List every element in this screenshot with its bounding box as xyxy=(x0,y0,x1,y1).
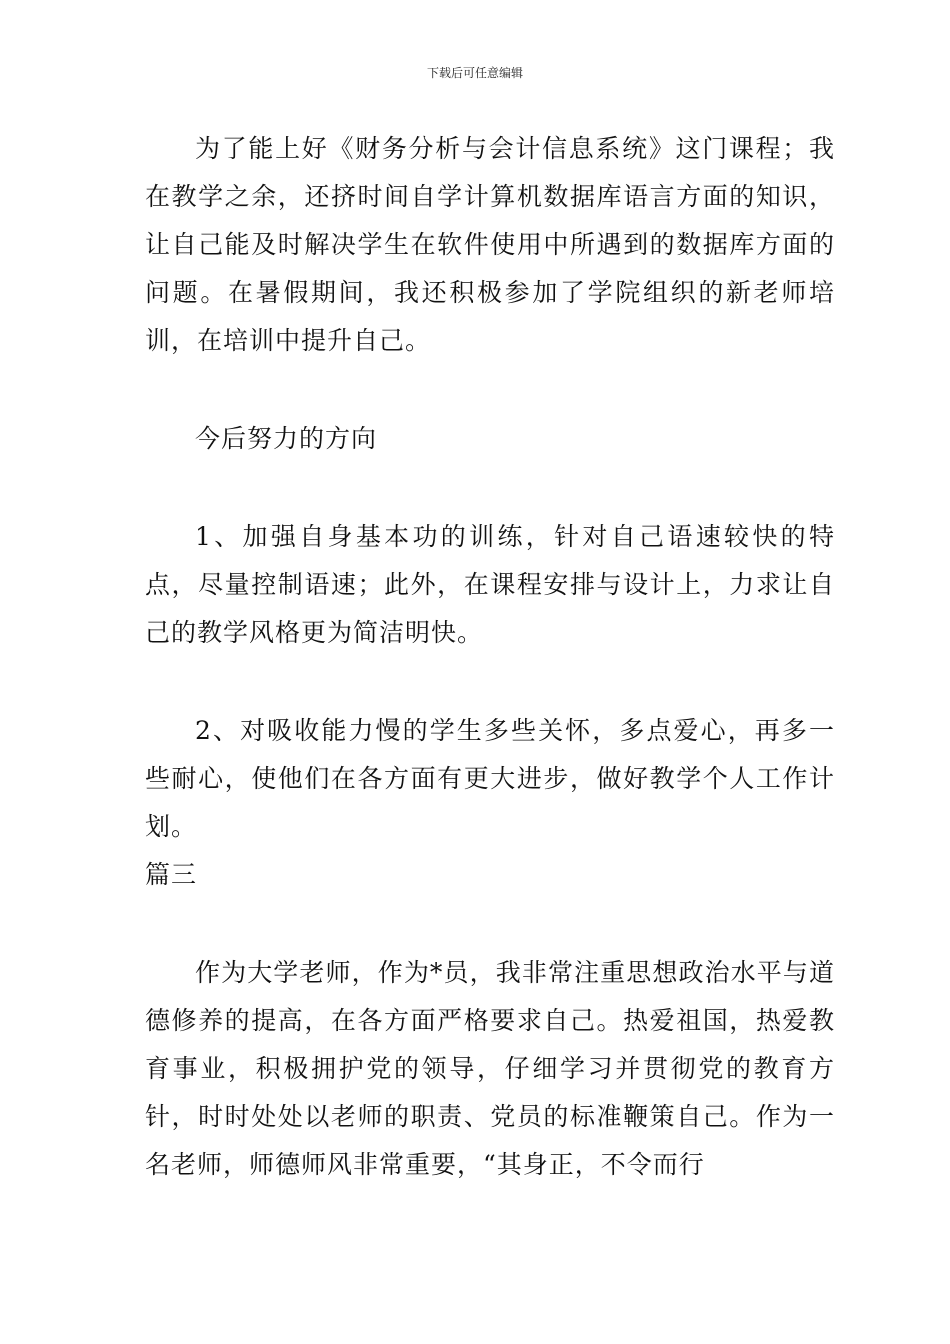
paragraph-gap xyxy=(145,365,835,415)
list-item-1: 1、加强自身基本功的训练，针对自己语速较快的特点，尽量控制语速；此外，在课程安排与设计上，力求让自己的教学风格更为简洁明快。 xyxy=(145,522,835,647)
list-item-2: 2、对吸收能力慢的学生多些关怀，多点爱心，再多一些耐心，使他们在各方面有更大进步，做好教学个人工作计划。 xyxy=(145,716,835,841)
page-header-note: 下载后可任意编辑 xyxy=(426,66,523,80)
document-body xyxy=(145,125,835,1189)
paragraph-course-study: 为了能上好《财务分析与会计信息系统》这门课程；我在教学之余，还挤时间自学计算机数据库语言方面的知识，让自己能及时解决学生在软件使用中所遇到的数据库方面的问题。在暑假期间，我还积极参加了学院组织的新老师培训，在培训中提升自己。 xyxy=(145,134,835,355)
paragraph-gap xyxy=(145,463,835,513)
paragraph-gap xyxy=(145,657,835,707)
paragraph-teacher-ethics: 作为大学老师，作为*员，我非常注重思想政治水平与道德修养的提高，在各方面严格要求自己。热爱祖国，热爱教育事业，积极拥护党的领导，仔细学习并贯彻党的教育方针，时时处处以老师的职责、党员的标准鞭策自己。作为一名老师，师德师风非常重要，“其身正，不令而行 xyxy=(145,958,835,1179)
heading-future-direction: 今后努力的方向 xyxy=(195,424,378,453)
paragraph-gap xyxy=(145,899,835,949)
section-title: 篇三 xyxy=(145,860,198,889)
